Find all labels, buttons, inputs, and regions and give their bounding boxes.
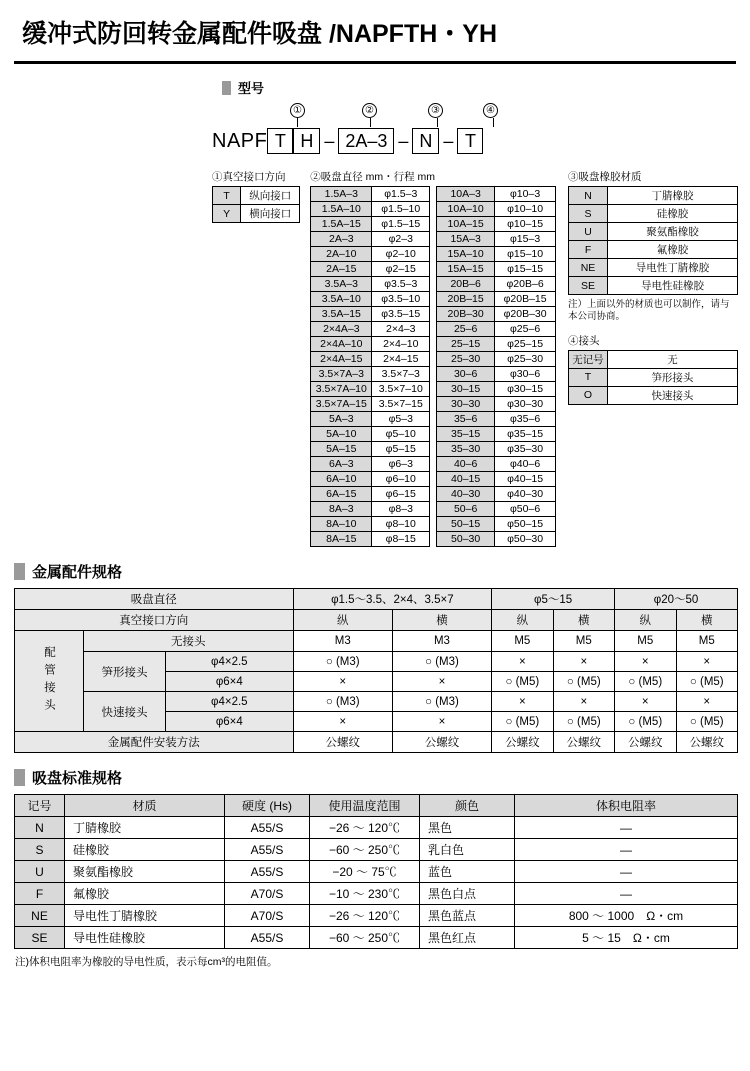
table2-code: 3.5A–15 <box>311 307 372 322</box>
table1-caption: ①真空接口方向 <box>212 171 286 183</box>
table2-size: φ6–15 <box>372 487 430 502</box>
table2-code: 6A–15 <box>311 487 372 502</box>
table-row <box>15 817 738 839</box>
table2-code: 10A–10 <box>437 202 495 217</box>
pad-cell-material: 硅橡胶 <box>65 839 225 861</box>
table3-value: 氟橡胶 <box>608 241 738 259</box>
metal-cell: ○ (M5) <box>553 672 614 692</box>
pad-cell-material: 聚氨酯橡胶 <box>65 861 225 883</box>
table2-size: φ25–6 <box>495 322 556 337</box>
pad-cell-code: N <box>15 817 65 839</box>
metal-cell: M3 <box>293 631 392 652</box>
table2-code: 15A–10 <box>437 247 495 262</box>
table2-size: φ5–15 <box>372 442 430 457</box>
metal-cell: ○ (M5) <box>615 712 676 732</box>
metal-cell: ○ (M3) <box>293 652 392 672</box>
table2-code: 1.5A–10 <box>311 202 372 217</box>
pad-header-0: 记号 <box>15 795 65 817</box>
table2-code: 2A–10 <box>311 247 372 262</box>
metal-mount-value: 公螺纹 <box>392 732 491 753</box>
pad-cell-resistivity: — <box>515 839 738 861</box>
pad-cell-material: 丁腈橡胶 <box>65 817 225 839</box>
table2-size: φ50–15 <box>495 517 556 532</box>
table2-code: 25–15 <box>437 337 495 352</box>
page-title: 缓冲式防回转金属配件吸盘 /NAPFTH・YH <box>22 20 498 48</box>
pad-cell-temp: −60 ～ 250℃ <box>310 927 420 949</box>
model-number-area <box>12 103 738 154</box>
metal-cell: ○ (M5) <box>676 712 738 732</box>
model-box-2: H <box>293 128 320 154</box>
table2-size: φ1.5–15 <box>372 217 430 232</box>
table2-code: 3.5×7A–10 <box>311 382 372 397</box>
metal-cell: ○ (M5) <box>615 672 676 692</box>
table2-size: φ40–15 <box>495 472 556 487</box>
metal-cell: × <box>676 652 738 672</box>
table2-size: 2×4–15 <box>372 352 430 367</box>
table2-code: 2A–3 <box>311 232 372 247</box>
metal-cell: M5 <box>553 631 614 652</box>
table2-size: φ35–15 <box>495 427 556 442</box>
section-marker-icon <box>14 563 25 580</box>
table-header-row <box>15 795 738 817</box>
pad-cell-resistivity: — <box>515 817 738 839</box>
model-box-4: N <box>412 128 439 154</box>
table2-code: 40–6 <box>437 457 495 472</box>
table1-key: Y <box>213 205 241 223</box>
table2-code: 35–15 <box>437 427 495 442</box>
table2-code: 3.5×7A–3 <box>311 367 372 382</box>
table2-code: 40–30 <box>437 487 495 502</box>
table2-code: 1.5A–15 <box>311 217 372 232</box>
pad-cell-hardness: A55/S <box>225 861 310 883</box>
metal-diameter-1: φ1.5～3.5、2×4、3.5×7 <box>293 589 491 610</box>
table2-caption: ②吸盘直径 mm・行程 mm <box>310 171 436 183</box>
table2-size: φ15–15 <box>495 262 556 277</box>
table2-size: φ40–30 <box>495 487 556 502</box>
pad-cell-temp: −60 ～ 250℃ <box>310 839 420 861</box>
table2-code: 3.5A–3 <box>311 277 372 292</box>
table2-size: φ15–3 <box>495 232 556 247</box>
metal-cell: ○ (M5) <box>492 672 553 692</box>
table2-code: 5A–10 <box>311 427 372 442</box>
metal-diameter-2: φ5～15 <box>492 589 615 610</box>
metal-port-dir: 纵 <box>615 610 676 631</box>
table1-key: T <box>213 187 241 205</box>
table2-code: 3.5×7A–15 <box>311 397 372 412</box>
table4-value: 无 <box>607 350 737 368</box>
table4-value: 笋形接头 <box>607 368 737 386</box>
table2-code: 20B–6 <box>437 277 495 292</box>
table2-code: 15A–3 <box>437 232 495 247</box>
section-header-metal <box>14 561 738 582</box>
table2-code: 50–6 <box>437 502 495 517</box>
pad-cell-hardness: A70/S <box>225 905 310 927</box>
table4-caption: ④接头 <box>568 334 600 347</box>
table4-key: T <box>569 368 608 386</box>
metal-mount-value: 公螺纹 <box>293 732 392 753</box>
table-row <box>15 883 738 905</box>
table2-size: φ30–15 <box>495 382 556 397</box>
table2-size: φ50–30 <box>495 532 556 547</box>
table2-size: 3.5×7–15 <box>372 397 430 412</box>
metal-cell: ○ (M5) <box>553 712 614 732</box>
page-title-block <box>12 0 738 56</box>
section-header-model <box>222 78 738 97</box>
table2-code: 6A–10 <box>311 472 372 487</box>
table3-value: 丁腈橡胶 <box>608 187 738 205</box>
metal-port-label: 真空接口方向 <box>15 610 294 631</box>
table2-code: 30–15 <box>437 382 495 397</box>
pad-cell-hardness: A55/S <box>225 817 310 839</box>
section-header-pad <box>14 767 738 788</box>
pad-cell-code: U <box>15 861 65 883</box>
table2-code: 8A–3 <box>311 502 372 517</box>
metal-cell: M5 <box>676 631 738 652</box>
section-marker-icon <box>222 81 231 95</box>
pad-cell-code: NE <box>15 905 65 927</box>
model-prefix: NAPF <box>212 129 268 152</box>
table4 <box>568 350 738 405</box>
table2-code: 5A–15 <box>311 442 372 457</box>
pad-cell-material: 氟橡胶 <box>65 883 225 905</box>
model-box-1: T <box>267 128 293 154</box>
table2-size: φ20B–6 <box>495 277 556 292</box>
metal-cell: × <box>676 692 738 712</box>
pad-header-1: 材质 <box>65 795 225 817</box>
title-divider <box>14 61 736 64</box>
table2-size: φ8–10 <box>372 517 430 532</box>
table2-code: 50–30 <box>437 532 495 547</box>
pad-cell-color: 黑色红点 <box>420 927 515 949</box>
table2-size: 2×4–10 <box>372 337 430 352</box>
metal-cell: × <box>553 692 614 712</box>
table2-code: 25–6 <box>437 322 495 337</box>
model-dash-2: – <box>398 130 409 151</box>
table2-code: 2A–15 <box>311 262 372 277</box>
metal-cell: × <box>293 712 392 732</box>
table2-size: φ5–3 <box>372 412 430 427</box>
metal-mount-value: 公螺纹 <box>492 732 553 753</box>
table3-value: 导电性硅橡胶 <box>608 277 738 295</box>
model-code-row <box>212 128 738 154</box>
table2-size: φ40–6 <box>495 457 556 472</box>
table2-code: 30–30 <box>437 397 495 412</box>
table2-right <box>436 186 556 547</box>
table1-value: 纵向接口 <box>241 187 300 205</box>
table2-size: φ20B–15 <box>495 292 556 307</box>
metal-cell: × <box>492 652 553 672</box>
metal-cell: ○ (M5) <box>492 712 553 732</box>
pad-cell-color: 黑色蓝点 <box>420 905 515 927</box>
table3-key: U <box>569 223 608 241</box>
table3-key: F <box>569 241 608 259</box>
metal-mount-value: 公螺纹 <box>615 732 676 753</box>
table2-size: φ30–6 <box>495 367 556 382</box>
metal-cell: M3 <box>392 631 491 652</box>
circle-3: ③ <box>428 103 443 118</box>
table2-code: 35–6 <box>437 412 495 427</box>
metal-mount-value: 公螺纹 <box>553 732 614 753</box>
pad-cell-color: 黑色 <box>420 817 515 839</box>
pad-header-5: 体积电阻率 <box>515 795 738 817</box>
pad-cell-temp: −10 ～ 230℃ <box>310 883 420 905</box>
pad-cell-resistivity: 800 ～ 1000 Ω・cm <box>515 905 738 927</box>
metal-diameter-3: φ20～50 <box>615 589 738 610</box>
model-box-3: 2A–3 <box>338 128 394 154</box>
table2-code: 20B–15 <box>437 292 495 307</box>
metal-row-label: 快速接头 <box>84 692 166 732</box>
table2-size: φ25–30 <box>495 352 556 367</box>
pad-cell-temp: −20 ～ 75℃ <box>310 861 420 883</box>
table2-size: φ10–3 <box>495 187 556 202</box>
table4-key: 无记号 <box>569 350 608 368</box>
metal-cell: × <box>492 692 553 712</box>
metal-cell: × <box>553 652 614 672</box>
pad-cell-material: 导电性丁腈橡胶 <box>65 905 225 927</box>
table3-value: 聚氨酯橡胶 <box>608 223 738 241</box>
model-stem-row <box>290 118 738 127</box>
pad-cell-hardness: A55/S <box>225 927 310 949</box>
table2-size: φ2–15 <box>372 262 430 277</box>
pad-header-3: 使用温度范围 <box>310 795 420 817</box>
metal-mount-label: 金属配件安装方法 <box>15 732 294 753</box>
table-port-direction <box>212 160 300 223</box>
metal-cell: × <box>615 652 676 672</box>
table2-code: 30–6 <box>437 367 495 382</box>
table2-size: φ3.5–10 <box>372 292 430 307</box>
table2-size: φ30–30 <box>495 397 556 412</box>
pad-spec-note: 注)体积电阻率为橡胶的导电性质，表示每cm³的电阻值。 <box>15 956 278 968</box>
metal-port-dir: 纵 <box>293 610 392 631</box>
section-title-model: 型号 <box>238 81 265 96</box>
table2-size: φ50–6 <box>495 502 556 517</box>
metal-row-sub: φ6×4 <box>166 672 294 692</box>
table2-code: 8A–15 <box>311 532 372 547</box>
pad-cell-hardness: A55/S <box>225 839 310 861</box>
metal-row-sub: φ4×2.5 <box>166 692 294 712</box>
table-row <box>15 839 738 861</box>
section-title-metal: 金属配件规格 <box>32 564 123 581</box>
metal-row-sub: φ6×4 <box>166 712 294 732</box>
model-option-tables <box>212 160 738 547</box>
table3-value: 导电性丁腈橡胶 <box>608 259 738 277</box>
pad-cell-hardness: A70/S <box>225 883 310 905</box>
table2-size: φ8–15 <box>372 532 430 547</box>
pad-header-4: 颜色 <box>420 795 515 817</box>
pad-cell-code: F <box>15 883 65 905</box>
table2-code: 35–30 <box>437 442 495 457</box>
metal-cell: × <box>615 692 676 712</box>
table3-note: 注）上面以外的材质也可以制作，请与本公司协商。 <box>568 299 730 322</box>
table2-size: φ25–15 <box>495 337 556 352</box>
table1-value: 横向接口 <box>241 205 300 223</box>
metal-cell: M5 <box>492 631 553 652</box>
table2-size: φ2–10 <box>372 247 430 262</box>
table2-left <box>310 186 430 547</box>
metal-row-sub: φ4×2.5 <box>166 652 294 672</box>
section-marker-icon <box>14 769 25 786</box>
table-row <box>15 927 738 949</box>
pad-cell-color: 蓝色 <box>420 861 515 883</box>
table-diameter-stroke <box>310 160 556 547</box>
table3-key: NE <box>569 259 608 277</box>
pad-cell-code: SE <box>15 927 65 949</box>
table2-size: φ5–10 <box>372 427 430 442</box>
table2-size: 2×4–3 <box>372 322 430 337</box>
pad-cell-resistivity: 5 ～ 15 Ω・cm <box>515 927 738 949</box>
table2-code: 40–15 <box>437 472 495 487</box>
table2-code: 2×4A–3 <box>311 322 372 337</box>
table4-value: 快速接头 <box>607 386 737 404</box>
pad-cell-material: 导电性硅橡胶 <box>65 927 225 949</box>
table2-code: 1.5A–3 <box>311 187 372 202</box>
pad-cell-color: 乳白色 <box>420 839 515 861</box>
table2-code: 3.5A–10 <box>311 292 372 307</box>
table2-size: φ20B–30 <box>495 307 556 322</box>
metal-port-dir: 纵 <box>492 610 553 631</box>
metal-cell: ○ (M5) <box>676 672 738 692</box>
circle-1: ① <box>290 103 305 118</box>
table2-code: 5A–3 <box>311 412 372 427</box>
metal-group-label: 配管接头 <box>15 631 84 732</box>
model-dash-1: – <box>324 130 335 151</box>
table2-code: 25–30 <box>437 352 495 367</box>
table2-code: 15A–15 <box>437 262 495 277</box>
table3-key: SE <box>569 277 608 295</box>
table2-code: 8A–10 <box>311 517 372 532</box>
circle-2: ② <box>362 103 377 118</box>
table2-size: φ10–15 <box>495 217 556 232</box>
model-box-5: T <box>457 128 483 154</box>
metal-diameter-label: 吸盘直径 <box>15 589 294 610</box>
metal-cell: × <box>392 672 491 692</box>
table3-key: S <box>569 205 608 223</box>
pad-cell-color: 黑色白点 <box>420 883 515 905</box>
metal-cell: × <box>392 712 491 732</box>
metal-cell: M5 <box>615 631 676 652</box>
pad-cell-temp: −26 ～ 120℃ <box>310 817 420 839</box>
table2-size: φ3.5–3 <box>372 277 430 292</box>
pad-cell-resistivity: — <box>515 861 738 883</box>
metal-cell: ○ (M3) <box>392 652 491 672</box>
table2-size: φ1.5–10 <box>372 202 430 217</box>
table2-size: φ1.5–3 <box>372 187 430 202</box>
table3-caption: ③吸盘橡胶材质 <box>568 171 642 183</box>
table2-size: 3.5×7–10 <box>372 382 430 397</box>
table-rubber-and-fitting <box>568 160 738 405</box>
table-row <box>15 861 738 883</box>
metal-port-dir: 横 <box>676 610 738 631</box>
pad-cell-code: S <box>15 839 65 861</box>
metal-spec-table <box>14 588 738 753</box>
section-title-pad: 吸盘标准规格 <box>32 770 123 787</box>
table2-code: 50–15 <box>437 517 495 532</box>
model-circle-row <box>290 103 738 118</box>
table2-size: φ8–3 <box>372 502 430 517</box>
pad-header-2: 硬度 (Hs) <box>225 795 310 817</box>
metal-port-dir: 横 <box>392 610 491 631</box>
model-dash-3: – <box>443 130 454 151</box>
table2-size: φ6–3 <box>372 457 430 472</box>
circle-4: ④ <box>483 103 498 118</box>
pad-cell-temp: −26 ～ 120℃ <box>310 905 420 927</box>
metal-row-label: 笋形接头 <box>84 652 166 692</box>
table3 <box>568 186 738 295</box>
table2-code: 2×4A–10 <box>311 337 372 352</box>
table2-size: φ35–6 <box>495 412 556 427</box>
metal-cell: ○ (M3) <box>392 692 491 712</box>
table-row <box>15 905 738 927</box>
table2-code: 10A–15 <box>437 217 495 232</box>
table3-key: N <box>569 187 608 205</box>
table2-size: φ35–30 <box>495 442 556 457</box>
table2-code: 2×4A–15 <box>311 352 372 367</box>
table4-key: O <box>569 386 608 404</box>
table3-value: 硅橡胶 <box>608 205 738 223</box>
metal-cell: × <box>293 672 392 692</box>
metal-mount-value: 公螺纹 <box>676 732 738 753</box>
table2-code: 20B–30 <box>437 307 495 322</box>
table2-size: φ10–10 <box>495 202 556 217</box>
table2-code: 6A–3 <box>311 457 372 472</box>
pad-spec-table <box>14 794 738 949</box>
metal-cell: ○ (M3) <box>293 692 392 712</box>
table2-size: φ15–10 <box>495 247 556 262</box>
table2-size: φ2–3 <box>372 232 430 247</box>
metal-port-dir: 横 <box>553 610 614 631</box>
metal-row-label: 无接头 <box>84 631 294 652</box>
table2-code: 10A–3 <box>437 187 495 202</box>
table2-size: 3.5×7–3 <box>372 367 430 382</box>
table2-size: φ6–10 <box>372 472 430 487</box>
table2-size: φ3.5–15 <box>372 307 430 322</box>
pad-cell-resistivity: — <box>515 883 738 905</box>
